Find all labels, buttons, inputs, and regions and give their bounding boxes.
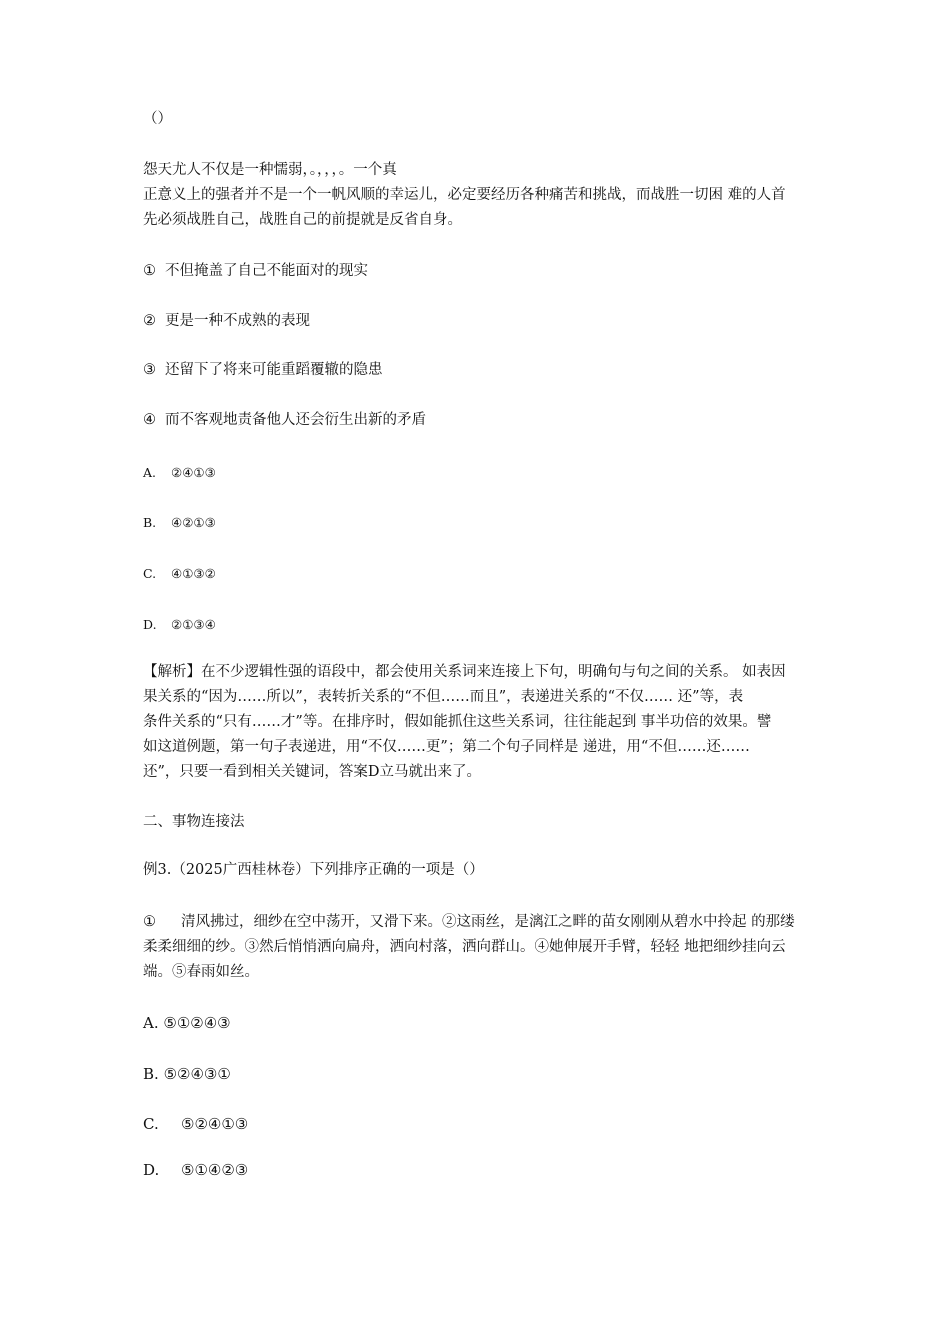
sentence-item-number: ② [143,313,156,329]
example-text-content: 清风拂过，细纱在空中荡开，又滑下来。②这雨丝，是漓江之畔的苗女刚刚从碧水中拎起 的那缕 [181,914,795,930]
example-text-number: ① [143,914,156,930]
option-text: ②④①③ [171,465,216,480]
analysis-line-4: 如这道例题，第一句子表递进，用“不仅……更”；第二个句子同样是 递进，用“不但……还…… [143,739,750,755]
sentence-item-text: 而不客观地责备他人还会衍生出新的矛盾 [165,412,426,428]
example-option-a [143,1011,811,1036]
question-stem-line-1: 怨天尤人不仅是一种懦弱，。，，，。一个真 [143,162,397,178]
example-title: 例3.（2025广西桂林卷）下列排序正确的一项是（） [143,862,484,878]
example-option-d [143,1158,811,1183]
section-heading: 二、事物连接法 [143,814,245,830]
option-c [143,561,811,586]
option-text: ②①③④ [171,617,216,632]
option-text: ⑤①④②③ [181,1161,249,1179]
sentence-item-number: ④ [143,412,156,428]
option-label: B. [143,515,157,530]
option-text: ⑤②④①③ [181,1115,249,1133]
option-text: ④①③② [171,566,216,581]
option-label: C. [143,1115,159,1133]
option-a [143,460,811,485]
sentence-item-text: 还留下了将来可能重蹈覆辙的隐患 [165,362,383,378]
sentence-item-number: ① [143,263,156,279]
analysis-line-2: 果关系的“因为……所以”，表转折关系的“不但……而且”，表递进关系的“不仅…… 还”等，表 [143,689,744,705]
sentence-item-4 [143,408,811,433]
option-label: B. [143,1065,159,1083]
sentence-item-text: 不但掩盖了自己不能面对的现实 [165,263,368,279]
sentence-item-2 [143,309,811,334]
sentence-item-1 [143,259,811,284]
sentence-item-text: 更是一种不成熟的表现 [165,313,310,329]
option-label: A. [143,465,157,480]
example-option-b [143,1062,811,1087]
example-text-line-3: 端。⑤春雨如丝。 [143,964,259,980]
analysis-line-1: 【解析】在不少逻辑性强的语段中，都会使用关系词来连接上下句，明确句与句之间的关系。 如表因 [143,664,786,680]
option-label: A. [143,1014,159,1032]
sentence-item-3 [143,358,811,383]
question-stem-line-3: 先必须战胜自己，战胜自己的前提就是反省自身。 [143,212,462,228]
option-text: ④②①③ [171,515,216,530]
question-stem-line-2: 正意义上的强者并不是一个一帆风顺的幸运儿，必定要经历各种痛苦和挑战，而战胜一切困 难的人首 [143,187,786,203]
sentence-item-number: ③ [143,362,156,378]
analysis-line-5: 还”，只要一看到相关关键词，答案D立马就出来了。 [143,764,482,780]
analysis-line-3: 条件关系的“只有……才”等。在排序时，假如能抓住这些关系词，往往能起到 事半功倍的效果。譬 [143,714,772,730]
option-label: C. [143,566,157,581]
option-d [143,612,811,637]
option-label: D. [143,617,157,632]
option-label: D. [143,1161,160,1179]
option-text: ⑤①②④③ [163,1014,231,1032]
example-text-line-1 [143,910,811,935]
example-option-c [143,1112,811,1137]
example-text-line-2: 柔柔细细的纱。③然后悄悄洒向扁舟，洒向村落，洒向群山。④她伸展开手臂，轻轻 地把细纱挂向云 [143,939,786,955]
question-blank: （） [143,111,172,127]
option-text: ⑤②④③① [163,1065,231,1083]
option-b [143,510,811,535]
